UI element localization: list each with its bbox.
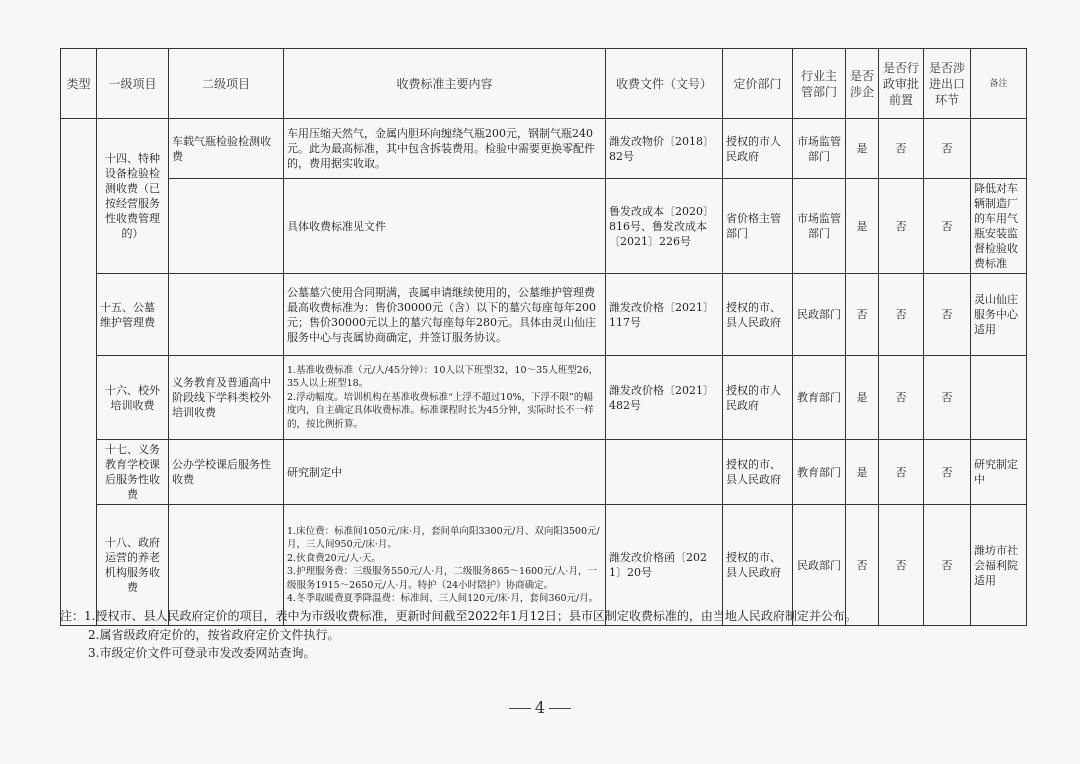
content-cell: 公墓墓穴使用合同期满，丧属申请继续使用的，公墓维护管理费最高收费标准为：售价30000元（含）以下的墓穴每座每年200元；售价30000元以上的墓穴每座每年280元。具体由灵山仙庄服务中心与丧属协商确定，并签订服务协议。 bbox=[284, 274, 606, 356]
header-document: 收费文件（文号） bbox=[606, 49, 723, 119]
header-level1: 一级项目 bbox=[97, 49, 169, 119]
involves-enterprise-cell: 是 bbox=[846, 119, 879, 179]
page-number-value: 4 bbox=[534, 698, 546, 717]
import-export-cell: 否 bbox=[924, 274, 971, 356]
involves-enterprise-cell: 是 bbox=[846, 440, 879, 505]
involves-enterprise-cell: 否 bbox=[846, 505, 879, 626]
document-cell: 鲁发改成本〔2020〕816号、鲁发改成本〔2021〕226号 bbox=[606, 179, 723, 274]
header-pricing-dept: 定价部门 bbox=[723, 49, 793, 119]
pricing-dept-cell: 授权的市、县人民政府 bbox=[723, 440, 793, 505]
fee-standards-table bbox=[60, 48, 1027, 626]
admin-approval-cell: 否 bbox=[879, 274, 924, 356]
content-cell: 研究制定中 bbox=[284, 440, 606, 505]
content-cell: 车用压缩天然气，金属内胆环向缠绕气瓶200元，钢制气瓶240元。此为最高标准，其中包含拆装费用。检验中需要更换零配件的，费用据实收取。 bbox=[284, 119, 606, 179]
level2-cell: 义务教育及普通高中阶段线下学科类校外培训收费 bbox=[169, 356, 284, 440]
pricing-dept-cell: 授权的市人民政府 bbox=[723, 119, 793, 179]
level1-cell: 十六、校外培训收费 bbox=[97, 356, 169, 440]
level1-cell: 十八、政府运营的养老机构服务收费 bbox=[97, 505, 169, 626]
footnote-3: 3.市级定价文件可登录市发改委网站查询。 bbox=[88, 646, 316, 660]
footnotes bbox=[60, 607, 857, 663]
table-row bbox=[61, 440, 1027, 505]
level1-cell: 十五、公墓维护管理费 bbox=[97, 274, 169, 356]
involves-enterprise-cell: 否 bbox=[846, 274, 879, 356]
level2-cell bbox=[169, 274, 284, 356]
document-cell bbox=[606, 440, 723, 505]
industry-dept-cell: 教育部门 bbox=[793, 356, 846, 440]
content-line: 1.床位费：标准间1050元/床·月，套间单向阳3300元/月、双向阳3500元/月，三人间950元/床·月。 bbox=[287, 525, 600, 550]
remarks-cell bbox=[971, 356, 1027, 440]
admin-approval-cell: 否 bbox=[879, 179, 924, 274]
table-row bbox=[61, 179, 1027, 274]
content-line: 2.浮动幅度。培训机构在基准收费标准“上浮不超过10%，下浮不限”的幅度内，自主确定具体收费标准。标准课程时长为45分钟，实际时长不一样的，按比例折算。 bbox=[287, 391, 594, 430]
import-export-cell: 否 bbox=[924, 440, 971, 505]
content-line: 1.基准收费标准（元/人/45分钟）：10人以下班型32，10～35人班型26，35人以上班型18。 bbox=[287, 364, 599, 390]
header-remarks: 备注 bbox=[971, 49, 1027, 119]
industry-dept-cell: 市场监管部门 bbox=[793, 179, 846, 274]
import-export-cell: 否 bbox=[924, 356, 971, 440]
header-admin-approval: 是否行政审批前置 bbox=[879, 49, 924, 119]
industry-dept-cell: 教育部门 bbox=[793, 440, 846, 505]
header-involves-enterprise: 是否涉企 bbox=[846, 49, 879, 119]
level1-cell: 十七、义务教育学校课后服务性收费 bbox=[97, 440, 169, 505]
type-cell bbox=[61, 119, 97, 626]
header-industry-dept: 行业主管部门 bbox=[793, 49, 846, 119]
import-export-cell: 否 bbox=[924, 505, 971, 626]
involves-enterprise-cell: 是 bbox=[846, 179, 879, 274]
level2-cell: 车载气瓶检验检测收费 bbox=[169, 119, 284, 179]
level2-cell bbox=[169, 179, 284, 274]
header-content: 收费标准主要内容 bbox=[284, 49, 606, 119]
dash-right bbox=[549, 708, 571, 709]
remarks-cell bbox=[971, 119, 1027, 179]
document-cell: 潍发改价格〔2021〕482号 bbox=[606, 356, 723, 440]
pricing-dept-cell: 省价格主管部门 bbox=[723, 179, 793, 274]
import-export-cell: 否 bbox=[924, 119, 971, 179]
dash-left bbox=[509, 708, 531, 709]
content-cell: 具体收费标准见文件 bbox=[284, 179, 606, 274]
footnote-2: 2.属省级政府定价的，按省政府定价文件执行。 bbox=[88, 627, 340, 642]
footnote-1: 注：1.授权市、县人民政府定价的项目，表中为市级收费标准，更新时间截至2022年1月12日；县市区制定收费标准的，由当地人民政府制定并公布。 bbox=[60, 609, 857, 623]
involves-enterprise-cell: 是 bbox=[846, 356, 879, 440]
header-type: 类型 bbox=[61, 49, 97, 119]
header-level2: 二级项目 bbox=[169, 49, 284, 119]
table-row bbox=[61, 356, 1027, 440]
content-line: 2.伙食费20元/人·天。 bbox=[287, 552, 381, 564]
page-number bbox=[0, 698, 1080, 717]
industry-dept-cell: 市场监管部门 bbox=[793, 119, 846, 179]
admin-approval-cell: 否 bbox=[879, 119, 924, 179]
level1-cell: 十四、特种设备检验检测收费（已按经营服务性收费管理的） bbox=[97, 119, 169, 274]
remarks-cell: 灵山仙庄服务中心适用 bbox=[971, 274, 1027, 356]
content-cell bbox=[284, 356, 606, 440]
remarks-cell: 研究制定中 bbox=[971, 440, 1027, 505]
header-row bbox=[61, 49, 1027, 119]
header-import-export: 是否涉进出口环节 bbox=[924, 49, 971, 119]
document-cell: 潍发改物价〔2018〕82号 bbox=[606, 119, 723, 179]
industry-dept-cell: 民政部门 bbox=[793, 274, 846, 356]
admin-approval-cell: 否 bbox=[879, 356, 924, 440]
pricing-dept-cell: 授权的市、县人民政府 bbox=[723, 274, 793, 356]
admin-approval-cell: 否 bbox=[879, 440, 924, 505]
remarks-cell: 潍坊市社会福利院适用 bbox=[971, 505, 1027, 626]
document-cell: 潍发改价格〔2021〕117号 bbox=[606, 274, 723, 356]
table-row bbox=[61, 119, 1027, 179]
document-cell: 潍发改价格函〔2021〕20号 bbox=[606, 505, 723, 626]
remarks-cell: 降低对车辆制造厂的车用气瓶安装监督检验收费标准 bbox=[971, 179, 1027, 274]
industry-dept-cell: 民政部门 bbox=[793, 505, 846, 626]
pricing-dept-cell: 授权的市、县人民政府 bbox=[723, 505, 793, 626]
import-export-cell: 否 bbox=[924, 179, 971, 274]
level2-cell: 公办学校课后服务性收费 bbox=[169, 440, 284, 505]
table-row bbox=[61, 274, 1027, 356]
admin-approval-cell: 否 bbox=[879, 505, 924, 626]
pricing-dept-cell: 授权的市人民政府 bbox=[723, 356, 793, 440]
content-line: 3.护理服务费：三级服务550元/人·月，二级服务865～1600元/人·月，一级服务1915～2650元/人·月。特护（24小时陪护）协商确定。 bbox=[287, 566, 597, 591]
content-line: 4.冬季取暖费夏季降温费：标准间、三人间120元/床·月，套间360元/月。 bbox=[287, 593, 599, 604]
